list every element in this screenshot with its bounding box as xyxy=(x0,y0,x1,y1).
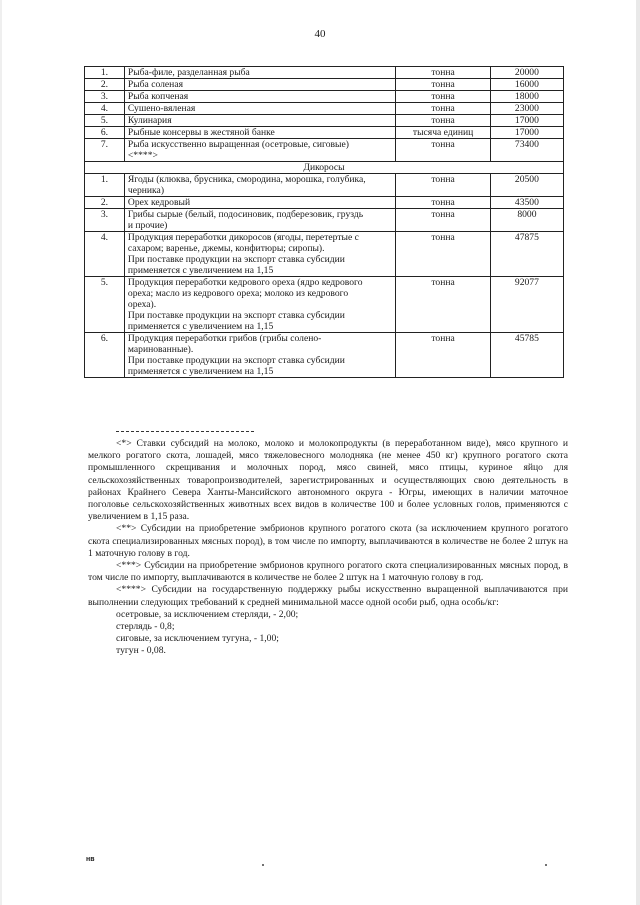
product-name xyxy=(124,174,395,197)
product-name-line: Грибы сырые (белый, подосиновик, подберезовик, груздь xyxy=(127,209,364,220)
subsidy-rate: 17000 xyxy=(490,127,563,139)
subsidy-rate: 47875 xyxy=(490,232,563,277)
mass-requirement-item: осетровые, за исключением стерляди, - 2,00; xyxy=(116,608,299,620)
scan-speck xyxy=(262,864,264,866)
product-name-line: Продукция переработки грибов (грибы солено- xyxy=(127,333,322,344)
product-name-line: и прочие) xyxy=(127,220,168,231)
page-number: 40 xyxy=(314,28,326,40)
footnote-separator xyxy=(116,431,254,432)
product-name xyxy=(124,333,395,378)
section-row xyxy=(85,162,564,174)
product-name-line: Продукция переработки дикоросов (ягоды, перетертые с xyxy=(127,232,359,243)
scan-edge-left xyxy=(0,0,2,905)
product-name xyxy=(124,79,395,91)
unit: тонна xyxy=(396,139,491,162)
subsidy-rate: 20500 xyxy=(490,174,563,197)
table-row xyxy=(85,91,564,103)
product-name-line: сахаром; варенье, джемы, конфитюры; сиропы). xyxy=(127,243,325,254)
footnote-3: <***> Субсидии на приобретение эмбрионов крупного рогатого скота специализированных мясных пород, в том числе по импорту, выплачиваются в количестве не более 2 штук на 1 маточную голову в год. xyxy=(88,560,568,584)
product-name xyxy=(124,277,395,333)
subsidy-rate: 20000 xyxy=(490,67,563,79)
row-number: 3. xyxy=(85,209,125,232)
section-title: Дикоросы xyxy=(85,162,564,174)
row-number: 6. xyxy=(85,333,125,378)
product-name-line: Рыбные консервы в жестяной банке xyxy=(127,127,275,138)
subsidy-rate: 8000 xyxy=(490,209,563,232)
product-name xyxy=(124,115,395,127)
subsidy-rate: 17000 xyxy=(490,115,563,127)
product-name-line: Рыба соленая xyxy=(127,79,183,90)
row-number: 2. xyxy=(85,79,125,91)
table-section-header xyxy=(85,162,564,174)
product-name-line: маринованные). xyxy=(127,344,194,355)
scan-edge-right xyxy=(636,0,640,905)
unit: тысяча единиц xyxy=(396,127,491,139)
product-name-line: При поставке продукции на экспорт ставка субсидии xyxy=(127,355,345,366)
mass-requirement-item: тугун - 0,08. xyxy=(116,645,166,657)
mass-requirement-item: стерлядь - 0,8; xyxy=(116,621,175,633)
table-body-bottom xyxy=(85,174,564,378)
table-row xyxy=(85,174,564,197)
product-name-line: Рыба искусственно выращенная (осетровые, сиговые) xyxy=(127,139,349,150)
product-name-line: Сушено-вяленая xyxy=(127,103,196,114)
product-name-line: <****> xyxy=(127,150,158,161)
footnote-2: <**> Субсидии на приобретение эмбрионов крупного рогатого скота (за исключением крупного рогатого скота специализированных мясных пород), в том числе по импорту, выплачиваются в количестве не более 2 штук на 1 маточную голову в год. xyxy=(88,523,568,559)
scan-speck xyxy=(545,864,547,866)
product-name-line: Ягоды (клюква, брусника, смородина, морошка, голубика, xyxy=(127,174,366,185)
mass-requirements-list xyxy=(88,609,568,658)
row-number: 2. xyxy=(85,197,125,209)
product-name xyxy=(124,67,395,79)
unit: тонна xyxy=(396,67,491,79)
table-row xyxy=(85,333,564,378)
footnote-1: <*> Ставки субсидий на молоко, молоко и молокопродукты (в переработанном виде), мясо крупного и мелкого рогатого скота, лошадей, мясо тяжеловесного молодняка (не менее 450 кг) крупного рогатого скота промышленного скрещивания и молочных пород, мясо свиней, мясо птицы, куриное яйцо для сельскохозяйственных товаропроизводителей, зарегистрированных и осуществляющих свою деятельность в районах Крайнего Севера Ханты-Мансийского автономного округа - Югры, имеющих в наличии маточное поголовье сельскохозяйственных животных всех видов в количестве 100 и более условных голов, применяются с увеличением в 1,15 раза. xyxy=(88,438,568,523)
table-row xyxy=(85,127,564,139)
unit: тонна xyxy=(396,232,491,277)
footnotes xyxy=(88,431,568,658)
product-name xyxy=(124,232,395,277)
unit: тонна xyxy=(396,197,491,209)
footer-mark: нв xyxy=(86,856,95,863)
table-row xyxy=(85,139,564,162)
footnote-4: <****> Субсидии на государственную поддержку рыбы искусственно выращенной выплачиваются при выполнении следующих требований к средней минимальной массе одной особи рыб, одна особь/кг: xyxy=(88,584,568,608)
unit: тонна xyxy=(396,333,491,378)
product-name-line: применяется с увеличением на 1,15 xyxy=(127,321,274,332)
row-number: 4. xyxy=(85,103,125,115)
unit: тонна xyxy=(396,115,491,127)
subsidy-rate: 92077 xyxy=(490,277,563,333)
table-row xyxy=(85,197,564,209)
product-name-line: При поставке продукции на экспорт ставка субсидии xyxy=(127,310,345,321)
product-name-line: ореха; масло из кедрового ореха; молоко из кедрового xyxy=(127,288,349,299)
product-name-line: Рыба копченая xyxy=(127,91,189,102)
product-name xyxy=(124,209,395,232)
product-name-line: Кулинария xyxy=(127,115,172,126)
product-name xyxy=(124,197,395,209)
table-body-top xyxy=(85,67,564,162)
product-name xyxy=(124,91,395,103)
table-row xyxy=(85,209,564,232)
subsidy-rate: 45785 xyxy=(490,333,563,378)
unit: тонна xyxy=(396,79,491,91)
table-row xyxy=(85,115,564,127)
unit: тонна xyxy=(396,103,491,115)
product-name-line: При поставке продукции на экспорт ставка субсидии xyxy=(127,254,345,265)
unit: тонна xyxy=(396,209,491,232)
subsidy-rate: 73400 xyxy=(490,139,563,162)
product-name-line: применяется с увеличением на 1,15 xyxy=(127,265,274,276)
row-number: 1. xyxy=(85,174,125,197)
table-row xyxy=(85,103,564,115)
unit: тонна xyxy=(396,91,491,103)
product-name-line: Орех кедровый xyxy=(127,197,191,208)
subsidy-rates-table xyxy=(84,66,564,378)
row-number: 7. xyxy=(85,139,125,162)
row-number: 6. xyxy=(85,127,125,139)
row-number: 4. xyxy=(85,232,125,277)
product-name xyxy=(124,127,395,139)
subsidy-rate: 18000 xyxy=(490,91,563,103)
mass-requirement-item: сиговые, за исключением тугуна, - 1,00; xyxy=(116,633,279,645)
subsidy-rate: 16000 xyxy=(490,79,563,91)
row-number: 1. xyxy=(85,67,125,79)
row-number: 5. xyxy=(85,115,125,127)
table-row xyxy=(85,232,564,277)
product-name xyxy=(124,139,395,162)
row-number: 5. xyxy=(85,277,125,333)
product-name xyxy=(124,103,395,115)
row-number: 3. xyxy=(85,91,125,103)
table-row xyxy=(85,79,564,91)
product-name-line: Продукция переработки кедрового ореха (ядро кедрового xyxy=(127,277,363,288)
table-row xyxy=(85,277,564,333)
product-name-line: черника) xyxy=(127,185,165,196)
unit: тонна xyxy=(396,277,491,333)
product-name-line: ореха). xyxy=(127,299,157,310)
table-row xyxy=(85,67,564,79)
unit: тонна xyxy=(396,174,491,197)
product-name-line: применяется с увеличением на 1,15 xyxy=(127,366,274,377)
subsidy-rate: 43500 xyxy=(490,197,563,209)
subsidy-rate: 23000 xyxy=(490,103,563,115)
product-name-line: Рыба-филе, разделанная рыба xyxy=(127,67,250,78)
